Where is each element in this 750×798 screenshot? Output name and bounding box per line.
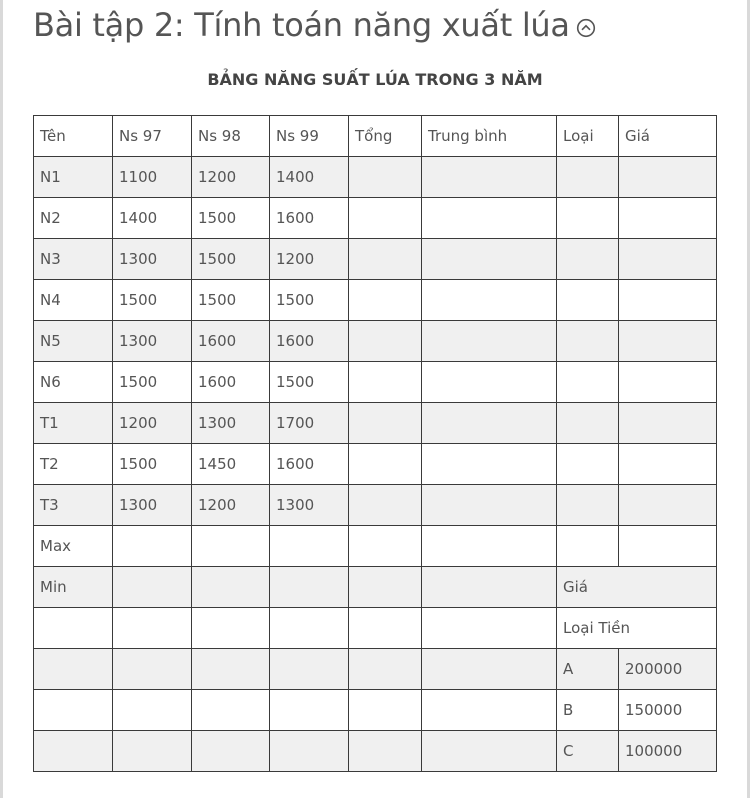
cell-type (557, 403, 619, 444)
empty-cell (349, 608, 422, 649)
max-row (34, 526, 717, 567)
empty-cell (192, 690, 270, 731)
cell-total (349, 444, 422, 485)
row-name: N5 (34, 321, 113, 362)
price-header-type: Loại (563, 619, 594, 637)
empty-cell (422, 690, 557, 731)
table-row (34, 321, 717, 362)
cell-ns97: 1300 (113, 321, 192, 362)
empty-cell (270, 608, 349, 649)
cell-type (557, 444, 619, 485)
cell-average (422, 198, 557, 239)
cell-average (422, 280, 557, 321)
max-total (349, 526, 422, 567)
cell-price (619, 403, 717, 444)
max-ns98 (192, 526, 270, 567)
empty-cell (34, 731, 113, 772)
price-type: B (557, 690, 619, 731)
row-name: N2 (34, 198, 113, 239)
cell-ns99: 1600 (270, 321, 349, 362)
cell-type (557, 321, 619, 362)
price-type: A (557, 649, 619, 690)
row-name: N1 (34, 157, 113, 198)
empty-cell (113, 608, 192, 649)
page-title (33, 6, 596, 46)
table-row (34, 690, 717, 731)
cell-total (349, 239, 422, 280)
min-label: Min (34, 567, 113, 608)
empty-cell (34, 608, 113, 649)
header-cell-ns97: Ns 97 (113, 116, 192, 157)
header-cell-name: Tên (34, 116, 113, 157)
cell-total (349, 362, 422, 403)
cell-total (349, 321, 422, 362)
price-header-money: Tiền (598, 619, 631, 637)
row-name: N3 (34, 239, 113, 280)
cell-ns99: 1600 (270, 198, 349, 239)
cell-price (619, 485, 717, 526)
price-value: 150000 (619, 690, 717, 731)
cell-average (422, 321, 557, 362)
empty-cell (422, 731, 557, 772)
cell-ns97: 1100 (113, 157, 192, 198)
cell-ns97: 1500 (113, 362, 192, 403)
min-total (349, 567, 422, 608)
cell-total (349, 198, 422, 239)
row-name: T3 (34, 485, 113, 526)
cell-type (557, 198, 619, 239)
empty-cell (422, 608, 557, 649)
price-table-header (557, 608, 717, 649)
cell-price (619, 321, 717, 362)
cell-average (422, 362, 557, 403)
cell-ns99: 1400 (270, 157, 349, 198)
cell-average (422, 239, 557, 280)
table-row (34, 280, 717, 321)
row-name: T2 (34, 444, 113, 485)
cell-ns99: 1500 (270, 362, 349, 403)
min-ns99 (270, 567, 349, 608)
cell-ns97: 1200 (113, 403, 192, 444)
table-row (34, 444, 717, 485)
cell-price (619, 362, 717, 403)
empty-cell (192, 731, 270, 772)
empty-cell (270, 731, 349, 772)
cell-ns97: 1500 (113, 444, 192, 485)
header-row (34, 116, 717, 157)
cell-ns98: 1600 (192, 321, 270, 362)
cell-ns99: 1600 (270, 444, 349, 485)
cell-price (619, 280, 717, 321)
row-name: N6 (34, 362, 113, 403)
header-cell-ns99: Ns 99 (270, 116, 349, 157)
empty-cell (192, 649, 270, 690)
empty-cell (349, 649, 422, 690)
cell-price (619, 198, 717, 239)
table-row (34, 198, 717, 239)
cell-average (422, 444, 557, 485)
cell-price (619, 444, 717, 485)
table-row (34, 239, 717, 280)
table-row (34, 157, 717, 198)
cell-type (557, 157, 619, 198)
max-ns99 (270, 526, 349, 567)
price-value: 100000 (619, 731, 717, 772)
cell-price (619, 239, 717, 280)
cell-ns98: 1600 (192, 362, 270, 403)
empty-cell (113, 690, 192, 731)
cell-type (557, 362, 619, 403)
max-type (557, 526, 619, 567)
cell-type (557, 239, 619, 280)
cell-ns98: 1450 (192, 444, 270, 485)
max-average (422, 526, 557, 567)
header-cell-price: Giá (619, 116, 717, 157)
cell-type (557, 280, 619, 321)
empty-cell (270, 690, 349, 731)
price-value: 200000 (619, 649, 717, 690)
header-cell-total: Tổng (349, 116, 422, 157)
cell-ns98: 1200 (192, 485, 270, 526)
cell-total (349, 157, 422, 198)
cell-total (349, 403, 422, 444)
table-row (34, 485, 717, 526)
cell-ns98: 1500 (192, 280, 270, 321)
min-ns97 (113, 567, 192, 608)
min-average (422, 567, 557, 608)
cell-average (422, 403, 557, 444)
empty-cell (349, 731, 422, 772)
header-cell-type: Loại (557, 116, 619, 157)
left-border (0, 0, 3, 798)
cell-ns97: 1500 (113, 280, 192, 321)
chevron-up-circle-icon[interactable] (576, 8, 596, 46)
cell-total (349, 485, 422, 526)
cell-ns97: 1400 (113, 198, 192, 239)
header-cell-average: Trung bình (422, 116, 557, 157)
cell-ns98: 1300 (192, 403, 270, 444)
header-cell-ns98: Ns 98 (192, 116, 270, 157)
empty-cell (192, 608, 270, 649)
table-caption: BẢNG NĂNG SUẤT LÚA TRONG 3 NĂM (207, 70, 543, 89)
row-name: N4 (34, 280, 113, 321)
min-ns98 (192, 567, 270, 608)
empty-cell (113, 649, 192, 690)
cell-ns99: 1700 (270, 403, 349, 444)
cell-ns99: 1200 (270, 239, 349, 280)
cell-ns99: 1500 (270, 280, 349, 321)
cell-ns99: 1300 (270, 485, 349, 526)
empty-cell (349, 690, 422, 731)
cell-ns97: 1300 (113, 485, 192, 526)
cell-total (349, 280, 422, 321)
cell-ns97: 1300 (113, 239, 192, 280)
max-label: Max (34, 526, 113, 567)
empty-cell (34, 690, 113, 731)
max-price (619, 526, 717, 567)
empty-cell (34, 649, 113, 690)
cell-ns98: 1200 (192, 157, 270, 198)
min-row (34, 567, 717, 608)
cell-average (422, 157, 557, 198)
price-table-title: Giá (557, 567, 717, 608)
empty-cell (422, 649, 557, 690)
table-row (34, 649, 717, 690)
table-row (34, 362, 717, 403)
page-title-text: Bài tập 2: Tính toán năng xuất lúa (33, 6, 570, 44)
max-ns97 (113, 526, 192, 567)
row-name: T1 (34, 403, 113, 444)
cell-type (557, 485, 619, 526)
cell-average (422, 485, 557, 526)
cell-ns98: 1500 (192, 239, 270, 280)
yield-table (33, 115, 717, 772)
table-row (34, 731, 717, 772)
price-type: C (557, 731, 619, 772)
table-row (34, 608, 717, 649)
cell-ns98: 1500 (192, 198, 270, 239)
empty-cell (113, 731, 192, 772)
cell-price (619, 157, 717, 198)
table-row (34, 403, 717, 444)
empty-cell (270, 649, 349, 690)
